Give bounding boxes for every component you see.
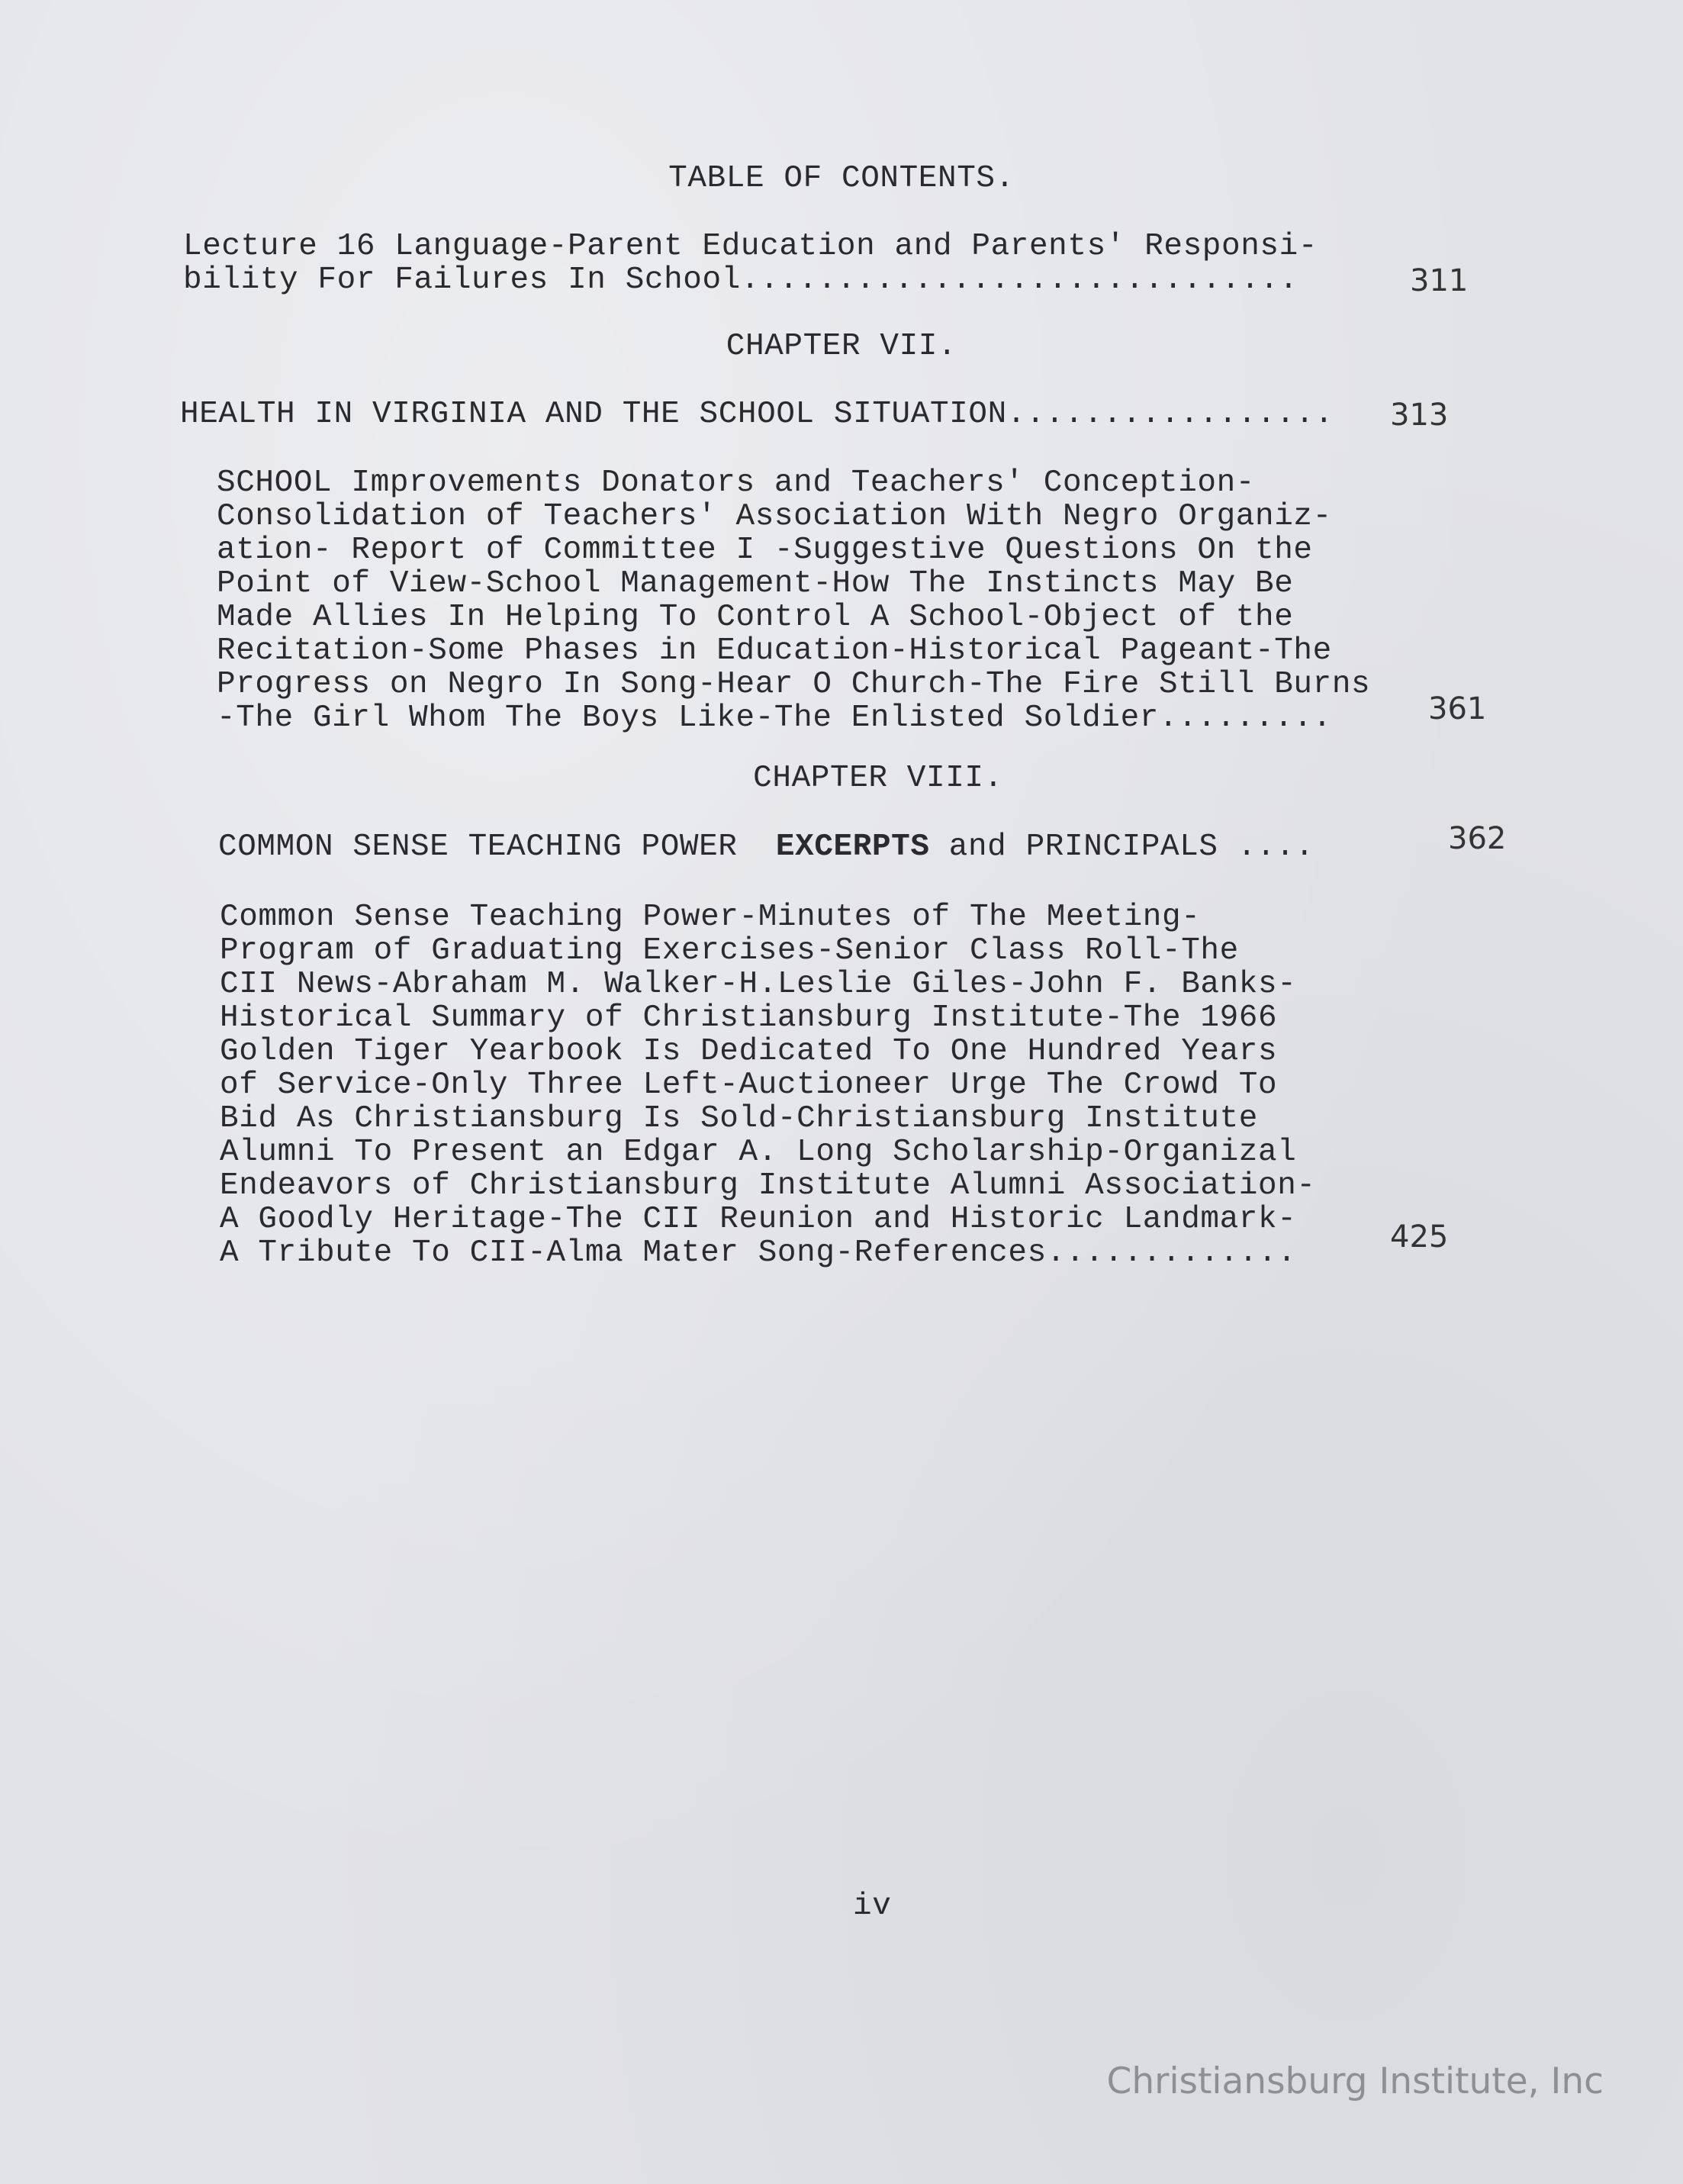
entry-line: Progress on Negro In Song-Hear O Church-The Fire Still Burns bbox=[217, 667, 1371, 702]
entry-line: Bid As Christiansburg Is Sold-Christiansburg Institute bbox=[220, 1101, 1259, 1136]
entry-line: Program of Graduating Exercises-Senior Class Roll-The bbox=[220, 933, 1239, 968]
chapter-heading: CHAPTER VIII. bbox=[753, 761, 1003, 796]
entry-line: bility For Failures In School............................. bbox=[183, 263, 1298, 298]
chapter-heading: CHAPTER VII. bbox=[726, 329, 957, 364]
entry-line: Lecture 16 Language-Parent Education and Parents' Responsi- bbox=[183, 229, 1318, 264]
watermark: Christiansburg Institute, Inc bbox=[1106, 2060, 1604, 2102]
page-number: 425 bbox=[1390, 1219, 1449, 1255]
page-number: 361 bbox=[1428, 691, 1487, 726]
entry-line: Consolidation of Teachers' Association With Negro Organiz- bbox=[217, 499, 1332, 534]
entry-line: of Service-Only Three Left-Auctioneer Urge The Crowd To bbox=[220, 1068, 1278, 1103]
entry-line: CII News-Abraham M. Walker-H.Leslie Giles-John F. Banks- bbox=[220, 967, 1297, 1002]
entry-line: Made Allies In Helping To Control A School-Object of the bbox=[217, 600, 1294, 635]
title-part: COMMON SENSE TEACHING POWER bbox=[218, 829, 776, 865]
entry-line: Golden Tiger Yearbook Is Dedicated To One Hundred Years bbox=[220, 1034, 1278, 1069]
title-bold-part: EXCERPTS bbox=[775, 829, 930, 865]
entry-line: SCHOOL Improvements Donators and Teachers' Conception- bbox=[217, 465, 1256, 501]
title-part: and PRINCIPALS .... bbox=[929, 829, 1315, 865]
entry-line: Common Sense Teaching Power-Minutes of The Meeting- bbox=[220, 900, 1201, 935]
entry-line: Point of View-School Management-How The Instincts May Be bbox=[217, 566, 1294, 601]
entry-line: A Goodly Heritage-The CII Reunion and Historic Landmark- bbox=[220, 1202, 1297, 1237]
entry-line: Alumni To Present an Edgar A. Long Scholarship-Organizal bbox=[220, 1135, 1297, 1170]
entry-line: Endeavors of Christiansburg Institute Alumni Association- bbox=[220, 1168, 1316, 1203]
page-number: 313 bbox=[1390, 398, 1449, 433]
entry-line: HEALTH IN VIRGINIA AND THE SCHOOL SITUATION................. bbox=[180, 397, 1334, 432]
entry-line: -The Girl Whom The Boys Like-The Enlisted Soldier......... bbox=[217, 701, 1332, 736]
entry-line: A Tribute To CII-Alma Mater Song-References............. bbox=[220, 1235, 1297, 1271]
entry-line: Historical Summary of Christiansburg Institute-The 1966 bbox=[220, 1000, 1278, 1036]
page-number: 311 bbox=[1410, 263, 1469, 298]
page-number: 362 bbox=[1448, 821, 1507, 856]
entry-line: Recitation-Some Phases in Education-Historical Pageant-The bbox=[217, 633, 1332, 668]
page-title: TABLE OF CONTENTS. bbox=[668, 161, 1015, 196]
entry-line bbox=[218, 830, 1315, 864]
entry-line: ation- Report of Committee I -Suggestive Questions On the bbox=[217, 533, 1313, 568]
folio: iv bbox=[853, 1889, 892, 1924]
